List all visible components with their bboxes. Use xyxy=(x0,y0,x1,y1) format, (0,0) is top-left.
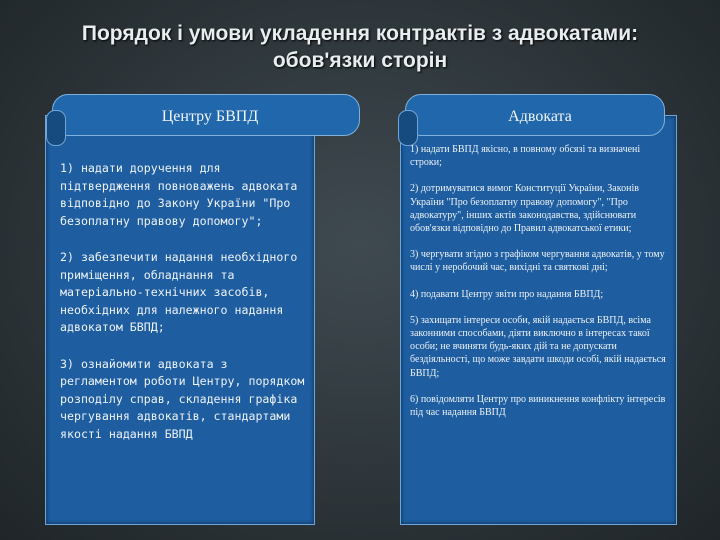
left-scroll-curl xyxy=(46,110,66,146)
right-item-5: 5) захищати інтереси особи, якій надається БВПД, всіма законними способами, діяти виключно в інтересах такої особи; не вчиняти будь-яких дій та не допускати бездіяльності, що може завдати шкоди особі, якій надається БВПД; xyxy=(410,314,666,379)
right-item-1: 1) надати БВПД якісно, в повному обсязі та визначені строки; xyxy=(410,144,641,169)
right-heading: Адвоката xyxy=(508,108,572,125)
left-obligations-list xyxy=(60,160,308,462)
right-item-2: 2) дотримуватися вимог Конституції України, Законів України "Про безоплатну правову допомогу", "Про адвокатуру", інших актів законодавства, здійснювати обов'язки відповідно до Правил адвокатської етики; xyxy=(410,183,639,235)
left-item-1: 1) надати доручення для підтвердження повноважень адвоката відповідно до Закону України "Про безоплатну правову допомогу"; xyxy=(60,161,298,228)
right-obligations-list xyxy=(410,143,668,432)
right-item-4: 4) подавати Центру звіти про надання БВПД; xyxy=(410,288,604,300)
title-line-1: Порядок і умови укладення контрактів з адвокатами: xyxy=(81,22,639,45)
left-heading: Центру БВПД xyxy=(161,108,259,125)
right-item-3: 3) чергувати згідно з графіком чергування адвокатів, у тому числі у неробочий час, вихідні та святкові дні; xyxy=(410,249,665,274)
slide-title xyxy=(20,20,700,74)
title-line-2: обов'язки сторін xyxy=(272,49,448,72)
left-item-2: 2) забезпечити надання необхідного приміщення, обладнання та матеріально-технічних засобів, необхідних для належного надання адвокатом БВПД; xyxy=(60,250,298,334)
left-item-3: 3) ознайомити адвоката з регламентом роботи Центру, порядком розподілу справ, складення графіка чергування адвокатів, стандартами якості надання БВПД xyxy=(60,356,305,441)
right-scroll-curl xyxy=(398,110,418,146)
right-item-6: 6) повідомляти Центру про виникнення конфлікту інтересів під час надання БВПД xyxy=(410,393,666,419)
